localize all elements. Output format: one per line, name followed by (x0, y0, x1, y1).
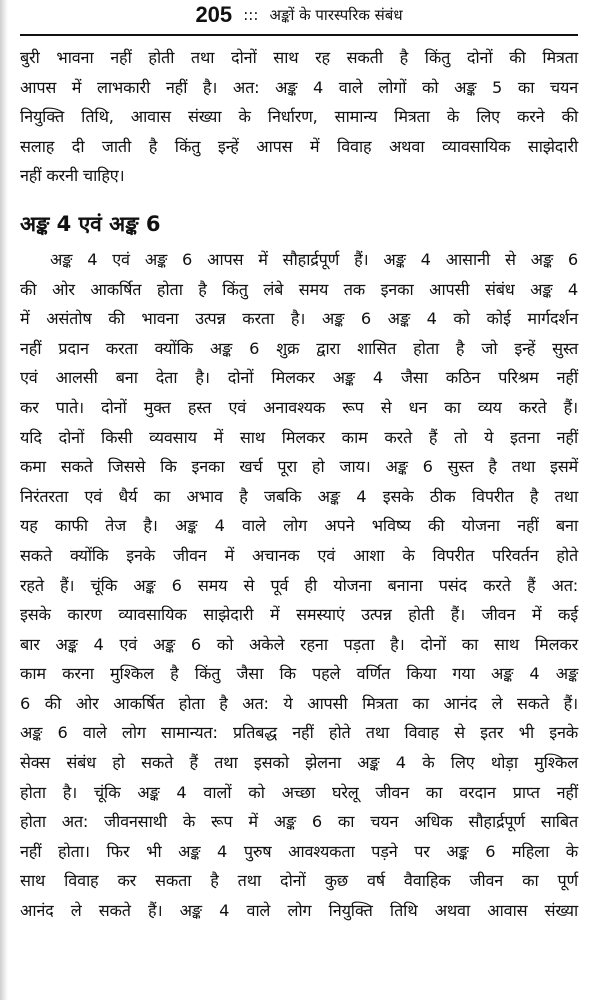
text-line: एवं आलसी बना देता है। दोनों मिलकर अङ्क 4 जैसा कठिन परिश्रम नहीं (20, 368, 578, 388)
text-line: नहीं होता। फिर भी अङ्क 4 पुरुष आवश्यकता पड़ने पर अङ्क 6 महिला के (20, 841, 578, 861)
section-paragraph (20, 245, 578, 926)
running-header (20, 2, 578, 32)
text-line: इसके कारण व्यावसायिक साझेदारी में समस्याएं उत्पन्न होती हैं। जीवन में कई (20, 605, 578, 625)
text-line: में असंतोष की भावना उत्पन्न करता है। अङ्क 6 अङ्क 4 को कोई मार्गदर्शन (20, 309, 578, 329)
text-line: नियुक्ति तिथि, आवास संख्या के निर्धारण, सामान्य मित्रता के लिए करने की (20, 107, 578, 127)
text-line: यदि दोनों किसी व्यवसाय में साथ मिलकर काम करते हैं तो ये इतना नहीं (20, 427, 578, 447)
text-line: नहीं करनी चाहिए। (20, 166, 125, 186)
page-number: 205 (195, 2, 233, 27)
section-heading: अङ्क 4 एवं अङ्क 6 (20, 211, 161, 236)
text-line: बुरी भावना नहीं होती तथा दोनों साथ रह सकती है किंतु दोनों की मित्रता (20, 48, 578, 67)
text-line: कमा सकते जिससे कि इनका खर्च पूरा हो जाय। अङ्क 6 सुस्त है तथा इसमें (20, 457, 578, 477)
text-line: सेक्स संबंध हो सकते हैं तथा इसको झेलना अङ्क 4 के लिए थोड़ा मुश्किल (20, 753, 578, 773)
text-line: अङ्क 4 एवं अङ्क 6 आपस में सौहार्द्रपूर्ण हैं। अङ्क 4 आसानी से अङ्क 6 (50, 249, 578, 269)
text-line: की ओर आकर्षित होता है किंतु लंबे समय तक इनका आपसी संबंध अङ्क 4 (20, 279, 578, 299)
text-line: सकते क्योंकि इनके जीवन में अचानक एवं आशा के विपरीत परिवर्तन होते (20, 545, 578, 565)
text-line: आपस में लाभकारी नहीं है। अत: अङ्क 4 वाले लोगों को अङ्क 5 का चयन (20, 77, 578, 97)
text-line: अङ्क 6 वाले लोग सामान्यत: प्रतिबद्ध नहीं होते तथा विवाह से इतर भी इनके (20, 723, 578, 743)
text-line: निरंतरता एवं धैर्य का अभाव है जबकि अङ्क 4 इसके ठीक विपरीत है तथा (20, 486, 578, 506)
header-separator: ::: (243, 6, 259, 24)
text-line: बार अङ्क 4 एवं अङ्क 6 को अकेले रहना पड़ता है। दोनों का साथ मिलकर (20, 634, 578, 654)
text-line: कर पाते। दोनों मुक्त हस्त एवं अनावश्यक रूप से धन का व्यय करते हैं। (20, 397, 578, 417)
text-line: होता है। चूंकि अङ्क 4 वालों को अच्छा घरेलू जीवन का वरदान प्राप्त नहीं (20, 782, 578, 802)
text-line: नहीं प्रदान करता क्योंकि अङ्क 6 शुक्र द्वारा शासित होता है जो इन्हें सुस्त (20, 338, 578, 358)
page-binding-shadow (0, 0, 8, 1000)
text-line: 6 की ओर आकर्षित होता है अत: ये आपसी मित्रता का आनंद ले सकते हैं। (20, 693, 578, 713)
text-line: यह काफी तेज है। अङ्क 4 वाले लोग अपने भविष्य की योजना नहीं बना (20, 516, 578, 536)
text-line: सलाह दी जाती है किंतु इन्हें आपस में विवाह अथवा व्यावसायिक साझेदारी (20, 136, 578, 156)
text-line: काम करना मुश्किल है किंतु जैसा कि पहले वर्णित किया गया अङ्क 4 अङ्क (20, 664, 578, 684)
header-rule (20, 34, 578, 36)
text-line: रहते हैं। चूंकि अङ्क 6 समय से पूर्व ही योजना बनाना पसंद करते हैं अत: (20, 575, 578, 595)
chapter-title: अङ्कों के पारस्परिक संबंध (269, 6, 403, 24)
page-body (20, 43, 578, 926)
text-line: आनंद ले सकते हैं। अङ्क 4 वाले लोग नियुक्ति तिथि अथवा आवास संख्या (20, 901, 578, 921)
text-line: साथ विवाह कर सकता है तथा दोनों कुछ वर्ष वैवाहिक जीवन का पूर्ण (20, 871, 578, 891)
text-line: होता अत: जीवनसाथी के रूप में अङ्क 6 का चयन अधिक सौहार्द्रपूर्ण साबित (20, 812, 578, 832)
continued-paragraph (20, 43, 578, 191)
